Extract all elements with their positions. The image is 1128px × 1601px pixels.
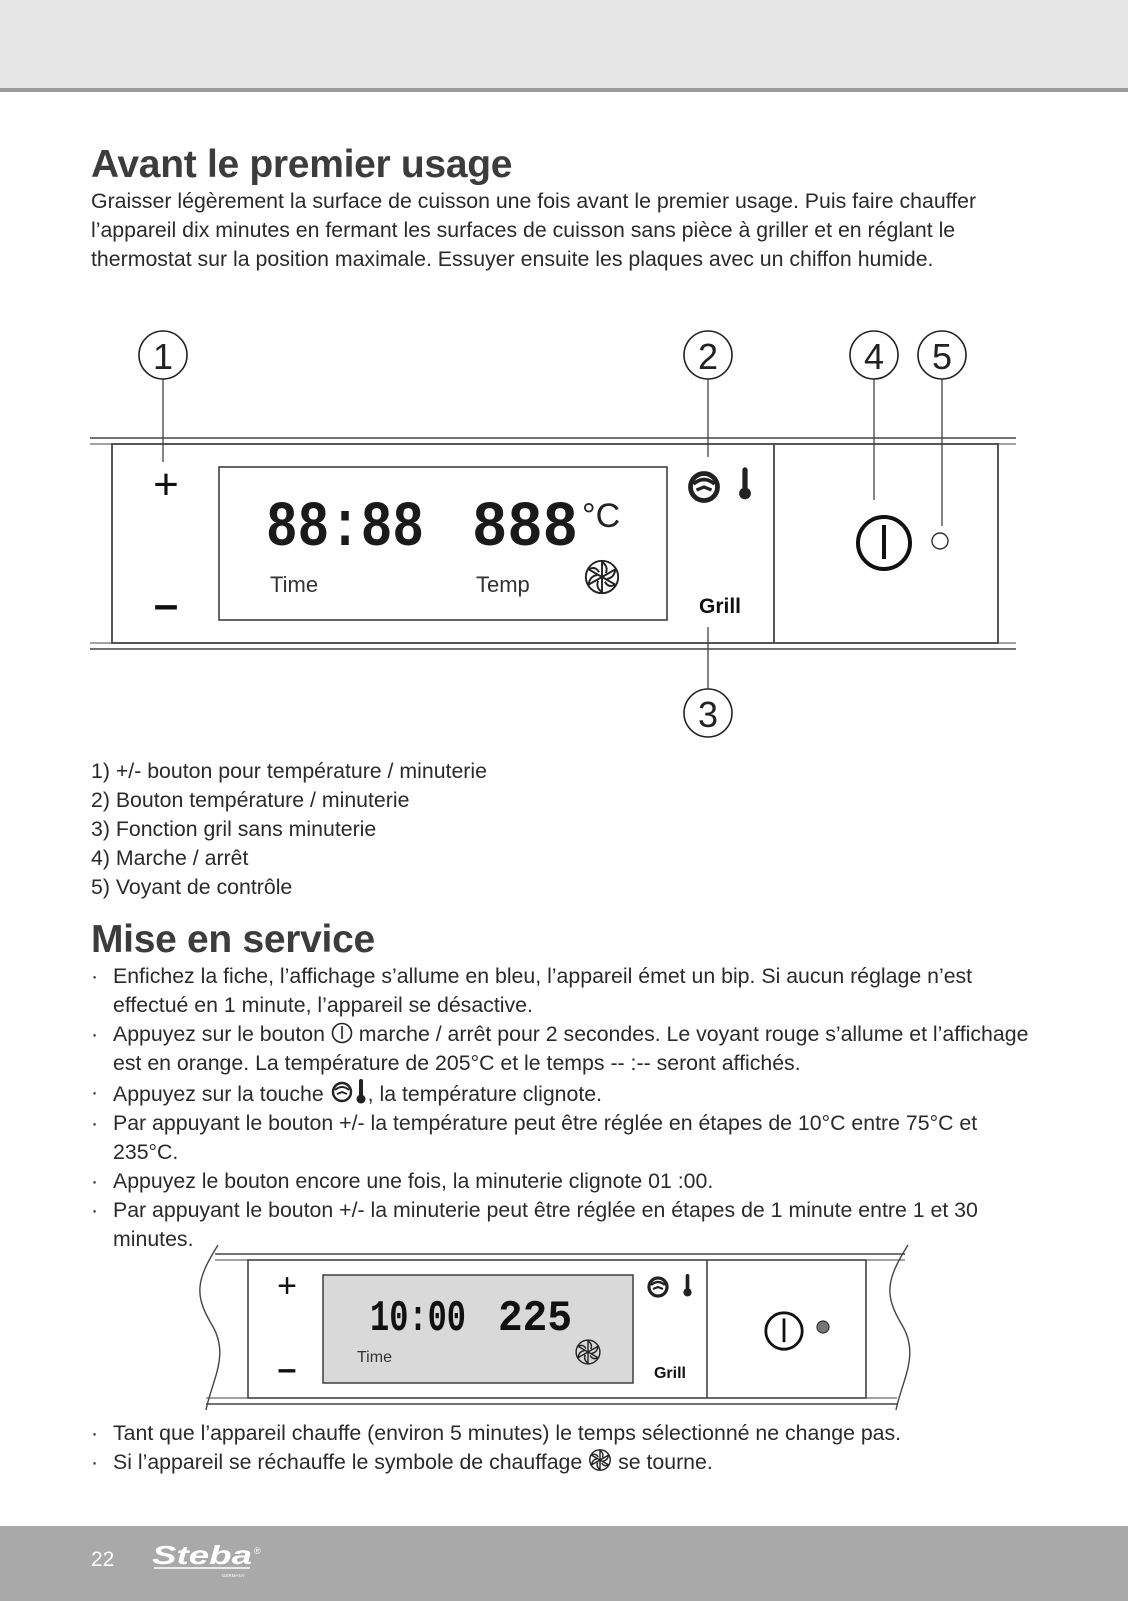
indicator-light	[817, 1321, 829, 1333]
instruction-text: Appuyez sur la touche	[113, 1082, 324, 1106]
callout-3-label: 3	[697, 694, 719, 735]
first-use-paragraph: Graisser légèrement la surface de cuisson une fois avant le premier usage. Puis faire chauffer l’appareil dix minutes en fermant les surfaces de cuisson sans pièce à griller et en réglant le thermostat sur la position maximale. Essuyer ensuite les plaques avec un chiffon humide.	[91, 189, 977, 271]
page-number: 22	[91, 1548, 115, 1571]
thermometer-icon	[354, 1078, 368, 1104]
heating-fan-icon	[588, 1448, 612, 1472]
instruction-text: Par appuyant le bouton +/- la minuterie peut être réglée en étapes de 1 minute entre 1 et 30 minutes.	[113, 1198, 978, 1251]
instruction-text: Si l’appareil se réchauffe le symbole de chauffage	[113, 1450, 583, 1474]
timer-icon	[330, 1080, 354, 1104]
lcd-time-label: Time	[357, 1349, 392, 1366]
setup-instructions	[91, 962, 1041, 1254]
instruction-text: marche / arrêt pour 2 secondes. Le voyant rouge s’allume et l’affichage est en orange. La température de 205°C et le temps -- :-- seront affichés.	[113, 1022, 1029, 1075]
instruction-item	[91, 1109, 1041, 1167]
lcd-unit: °C	[582, 497, 621, 535]
legend-item: 1) +/- bouton pour température / minuterie	[91, 759, 487, 783]
heating-notes	[91, 1419, 1041, 1477]
lcd-temp-digits: 225	[498, 1294, 572, 1344]
callout-1	[139, 331, 187, 379]
legend-item: 3) Fonction gril sans minuterie	[91, 817, 377, 841]
timer-icon	[691, 474, 718, 501]
break-edge-right	[890, 1245, 910, 1410]
instruction-text: , la température clignote.	[367, 1082, 603, 1106]
section-title-first-use: Avant le premier usage	[91, 143, 513, 186]
instruction-item	[91, 1419, 1041, 1448]
display-example-diagram	[0, 1240, 1128, 1420]
instruction-text: Enfichez la fiche, l’affichage s’allume en bleu, l’appareil émet un bip. Si aucun réglage n’est effectué en 1 minute, l’appareil se désactive.	[113, 964, 973, 1017]
power-icon	[331, 1022, 353, 1044]
legend-item: 4) Marche / arrêt	[91, 846, 249, 870]
legend-item: 5) Voyant de contrôle	[91, 875, 293, 899]
instruction-text: Appuyez sur le bouton	[113, 1022, 325, 1046]
section-title-setup: Mise en service	[91, 918, 375, 961]
legend-item: 2) Bouton température / minuterie	[91, 788, 410, 812]
minus-button: –	[277, 1350, 297, 1388]
instruction-item	[91, 1448, 1041, 1477]
minus-button: –	[153, 580, 179, 629]
brand-tagline: GERMANY	[222, 1573, 245, 1578]
callout-5-label: 5	[931, 336, 953, 377]
brand-name: Steba	[152, 1540, 252, 1570]
instruction-text: Tant que l’appareil chauffe (environ 5 minutes) le temps sélectionné ne change pas.	[113, 1421, 902, 1445]
lcd-temp-digits: 888	[472, 493, 578, 565]
lcd-time-label: Time	[270, 572, 319, 597]
power-icon	[858, 517, 910, 569]
callout-5	[918, 331, 966, 379]
instruction-text: Par appuyant le bouton +/- la température peut être réglée en étapes de 10°C entre 75°C et 235°C.	[113, 1111, 978, 1164]
grill-label: Grill	[653, 1365, 687, 1382]
callout-2-label: 2	[697, 336, 719, 377]
component-legend	[91, 757, 487, 902]
instruction-item	[91, 1078, 1041, 1109]
grill-label: Grill	[698, 595, 742, 618]
callout-3	[684, 689, 732, 737]
callout-4	[850, 331, 898, 379]
thermometer-icon	[683, 1274, 691, 1296]
break-edge-left	[200, 1245, 220, 1410]
callout-1-label: 1	[152, 336, 174, 377]
control-panel-diagram	[0, 0, 1128, 760]
instruction-text: Appuyez le bouton encore une fois, la minuterie clignote 01 :00.	[113, 1169, 714, 1193]
plus-button: +	[153, 460, 179, 509]
registered-mark: ®	[254, 1546, 261, 1556]
timer-icon	[649, 1278, 667, 1296]
plus-button: +	[277, 1267, 297, 1305]
instruction-item	[91, 962, 1041, 1020]
lcd-time-digits: 88:88	[266, 493, 424, 565]
thermometer-icon	[739, 467, 751, 499]
power-icon	[766, 1313, 802, 1349]
instruction-item	[91, 1167, 1041, 1196]
instruction-text: se tourne.	[618, 1450, 713, 1474]
lcd-time-digits: 10:00	[370, 1294, 466, 1344]
indicator-light	[932, 533, 948, 549]
instruction-item	[91, 1020, 1041, 1078]
callout-2	[684, 331, 732, 379]
callout-4-label: 4	[863, 336, 885, 377]
brand-logo	[152, 1540, 272, 1582]
page-footer	[0, 1526, 1128, 1601]
lcd-temp-label: Temp	[476, 572, 530, 597]
